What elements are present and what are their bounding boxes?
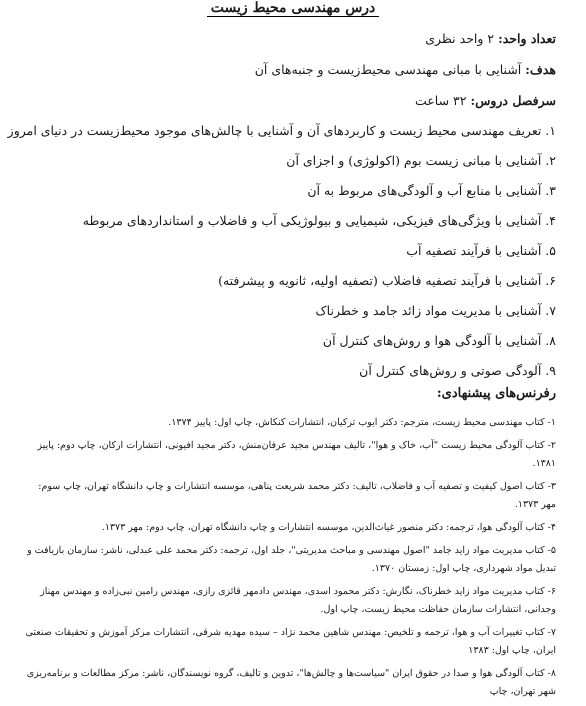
topic-item: ۱. تعریف مهندسی محیط زیست و کاربردهای آن و آشنایی با چالش‌های موجود محیط‌زیست در دنیای امروز bbox=[7, 123, 556, 138]
reference-item: ۴- کتاب آلودگی هوا، ترجمه: دکتر منصور غیاث‌الدین، موسسه انتشارات و چاپ دانشگاه تهران، چاپ دوم: مهر ۱۳۷۳. bbox=[101, 522, 556, 533]
references-heading: رفرنس‌های پیشنهادی: bbox=[436, 386, 556, 401]
topic-item: ۹. آلودگی صوتی و روش‌های کنترل آن bbox=[359, 363, 556, 378]
topics-list bbox=[7, 123, 556, 393]
outline-row bbox=[40, 93, 556, 109]
units-value: ۲ واحد نظری bbox=[425, 31, 495, 46]
reference-item: ۷- کتاب تغییرات آب و هوا، ترجمه و تلخیص: مهندس شاهین محمد نژاد – سیده مهدیه شرقی، انتشارات مرکز آموزش و تحقیقات صنعتی ایران، چاپ اول: ۱۳۸۳ bbox=[25, 627, 556, 656]
topic-item: ۶. آشنایی با فرآیند تصفیه فاضلاب (تصفیه اولیه، ثانویه و پیشرفته) bbox=[218, 273, 556, 288]
outline-value: ۳۲ ساعت bbox=[415, 93, 467, 108]
topic-item: ۴. آشنایی با ویژگی‌های فیزیکی، شیمیایی و بیولوژیکی آب و فاضلاب و استانداردهای مربوطه bbox=[82, 213, 556, 228]
reference-item: ۵- کتاب مدیریت مواد زاید جامد "اصول مهندسی و مباحث مدیریتی"، جلد اول، ترجمه: دکتر محمد علی عبدلی، ناشر: سازمان بازیافت و تبدیل مواد شهرداری، چاپ اول: زمستان ۱۳۷۰. bbox=[27, 545, 556, 574]
goal-row bbox=[40, 62, 556, 78]
topic-item: ۵. آشنایی با فرآیند تصفیه آب bbox=[406, 243, 556, 258]
reference-item: ۸- کتاب آلودگی هوا و صدا در حقوق ایران "سیاست‌ها و چالش‌ها"، تدوین و تالیف، گروه نویسندگان، ناشر: مرکز مطالعات و برنامه‌ریزی شهر تهران، چاپ bbox=[26, 668, 556, 697]
topic-item: ۲. آشنایی با مبانی زیست بوم (اکولوژی) و اجزای آن bbox=[286, 153, 556, 168]
reference-item: ۲- کتاب آلودگی محیط زیست "آب، خاک و هوا"، تالیف مهندس مجید عرفان‌منش، دکتر مجید افیونی، انتشارات ارکان، چاپ دوم: پاییز ۱۳۸۱. bbox=[37, 440, 556, 469]
units-label: تعداد واحد: bbox=[498, 31, 556, 46]
document-title: درس مهندسی محیط زیست bbox=[0, 0, 586, 16]
topic-item: ۳. آشنایی با منابع آب و آلودگی‌های مربوط به آن bbox=[307, 183, 556, 198]
units-row bbox=[40, 31, 556, 47]
reference-item: ۱- کتاب مهندسی محیط زیست، مترجم: دکتر ایوب ترکیان، انتشارات کنکاش، چاپ اول: پاییز ۱۳۷۴. bbox=[168, 417, 556, 428]
outline-label: سرفصل دروس: bbox=[470, 93, 556, 108]
goal-value: آشنایی با مبانی مهندسی محیط‌زیست و جنبه‌های آن bbox=[254, 62, 522, 77]
references-list bbox=[25, 414, 556, 706]
goal-label: هدف: bbox=[525, 62, 556, 77]
reference-item: ۳- کتاب اصول کیفیت و تصفیه آب و فاضلاب، تالیف: دکتر محمد شریعت پناهی، موسسه انتشارات و چاپ دانشگاه تهران، چاپ سوم: مهر ۱۳۷۳. bbox=[38, 481, 556, 510]
topic-item: ۸. آشنایی با آلودگی هوا و روش‌های کنترل آن bbox=[322, 333, 556, 348]
reference-item: ۶- کتاب مدیریت مواد زاید خطرناک، نگارش: دکتر محمود اسدی، مهندس دادمهر قائزی رازی، مهندس رامین نبی‌زاده و مهندس مهناز وجدانی، انتشارات سازمان حفاظت محیط زیست، چاپ اول. bbox=[40, 586, 556, 615]
topic-item: ۷. آشنایی با مدیریت مواد زائد جامد و خطرناک bbox=[315, 303, 556, 318]
